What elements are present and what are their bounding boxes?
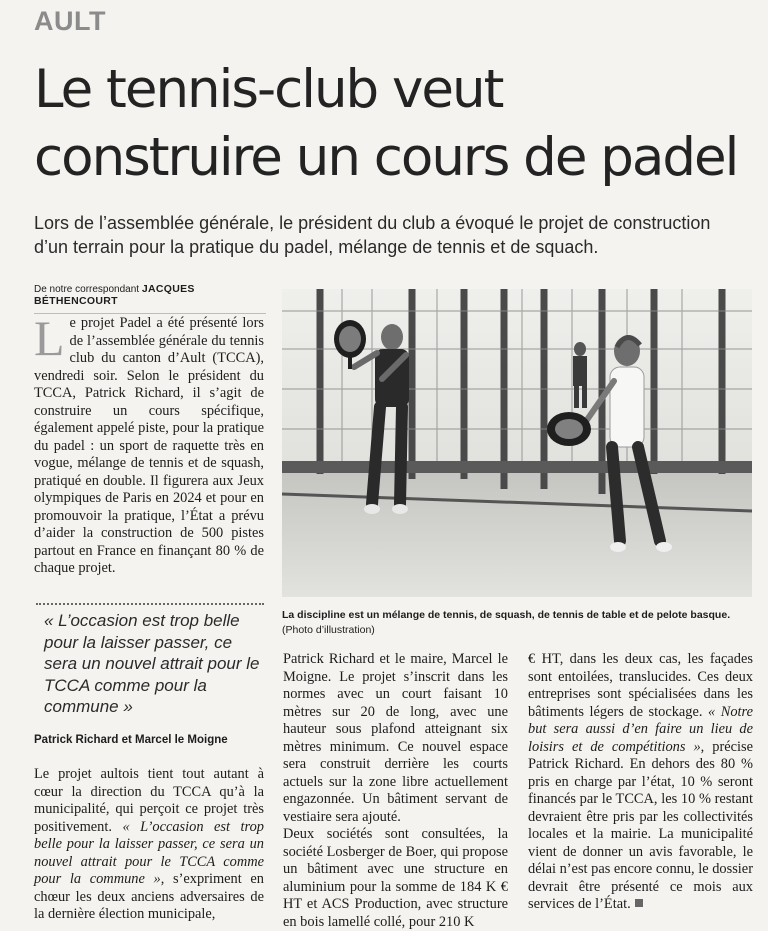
body-column-3-start: € HT, dans les deux cas, les façades sont entoilées, translucides. Ces deux entreprises sont spécialisées dans les bâtiments légers de stockage.: [528, 651, 753, 720]
body-column-3-quote: « Notre but sera aussi d’en faire un lieu de loisirs et de compétitions »: [528, 703, 753, 755]
byline-author: JACQUES BÉTHENCOURT: [34, 283, 195, 307]
body-paragraph-1-text: e projet Padel a été présenté lors de l’assemblée générale du tennis club du canton d’Ault (TCCA), vendredi soir. Selon le président du TCCA, Patrick Richard, il s’agit de construire un cours spécifique, également appelé piste, pour la pratique du padel : un sport de raquette très en vogue, mélange de tennis et de squash, pratiqué en double. Il figurera aux Jeux olympiques de Paris en 2024 et pour en promouvoir la pratique, l’État a prévu d’aider la construction de 500 pistes partout en France en finançant 80 % de chaque projet.: [34, 315, 264, 576]
pull-quote-rule: [36, 603, 264, 605]
body-column-2: [283, 651, 508, 931]
padel-players-illustration: [282, 289, 752, 597]
headline: Le tennis-club veut construire un cours de padel: [34, 59, 738, 188]
pull-quote: « L’occasion est trop belle pour la laisser passer, ce sera un nouvel attrait pour le TCCA comme pour la commune »: [44, 611, 260, 716]
body-paragraph-2: [34, 766, 264, 924]
pull-quote-author: Patrick Richard et Marcel le Moigne: [34, 734, 228, 746]
body-column-2-paragraph-2: Deux sociétés sont consultées, la société Losberger de Boer, qui propose un bâtiment avec une structure en aluminium pour la somme de 184 K € HT et ACS Production, avec structure en bois lamellé collé, pour 210 K: [283, 826, 508, 930]
section-tag: AULT: [34, 6, 106, 36]
body-paragraph-1: [34, 310, 264, 578]
body-column-2-paragraph-1: Patrick Richard et le maire, Marcel le Moigne. Le projet s’inscrit dans les normes avec un court faisant 10 mètres sur 20 de long, avec une hauteur sous plafond atteignant six mètres minimum. Ce nouvel espace sera construit derrière les courts actuels sur la zone libre actuellement engazonnée. Un bâtiment servant de vestiaire sera ajouté.: [283, 651, 508, 825]
body-column-3: [528, 651, 753, 914]
byline-prefix: De notre correspondant: [34, 284, 140, 295]
body-column-3-end: , précise Patrick Richard. En dehors des 80 % pris en charge par l’état, 10 % seront financés par le TCCA, les 10 % restant devraient être pris par les collectivités locales et la mairie. La municipalité vient de donner un avis favorable, le délai n’est pas encore connu, le dossier devrait être présenté ce mois aux services de l’État.: [528, 738, 753, 912]
byline: [34, 283, 266, 314]
article-photo: [282, 289, 752, 597]
end-of-article-mark: [635, 899, 643, 907]
body-paragraph-2-start: Le projet aultois tient tout autant à cœur la direction du TCCA qu’à la municipalité, qui perçoit ce projet très positivement.: [34, 766, 264, 835]
drop-cap: L: [34, 310, 65, 366]
body-paragraph-2-quote: « L’occasion est trop belle pour la laisser passer, ce sera un nouvel attrait pour le TCCA comme pour la commune »: [34, 818, 264, 887]
photo-credit: (Photo d’illustration): [282, 624, 375, 636]
body-paragraph-2-end: , s’expriment en chœur les deux anciens adversaires de la dernière élection municipale,: [34, 871, 264, 922]
photo-caption-text: La discipline est un mélange de tennis, de squash, de tennis de table et de pelote basque.: [282, 609, 731, 621]
lede: Lors de l’assemblée générale, le président du club a évoqué le projet de construction d’un terrain pour la pratique du padel, mélange de tennis et de squach.: [34, 213, 711, 257]
photo-caption: [282, 608, 742, 638]
